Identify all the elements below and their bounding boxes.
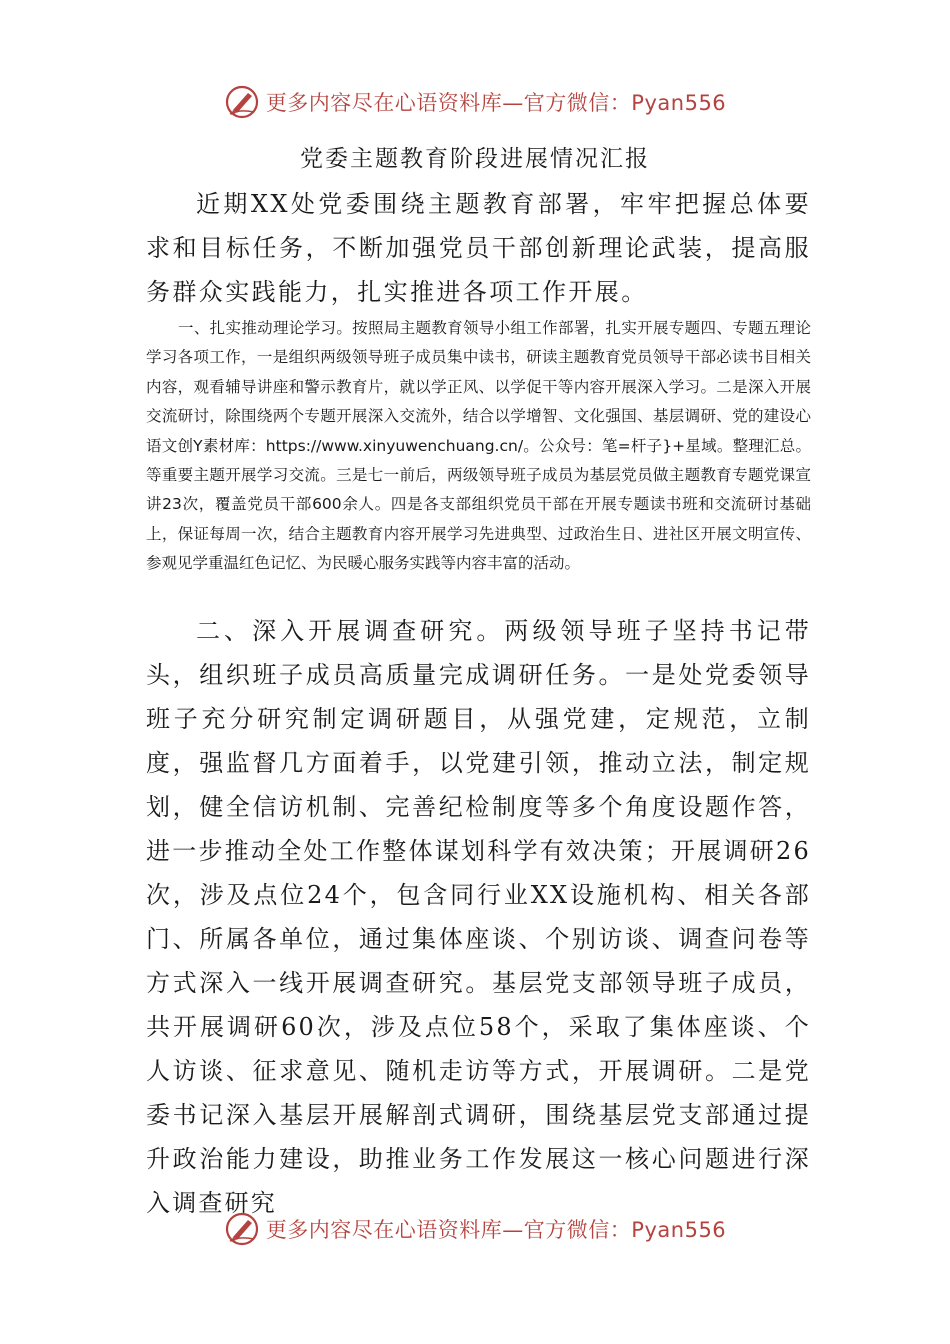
intro-paragraph: 近期XX处党委围绕主题教育部署，牢牢把握总体要求和目标任务，不断加强党员干部创新理论武装，提高服务群众实践能力，扎实推进各项工作开展。 bbox=[146, 190, 811, 306]
pen-logo-icon bbox=[224, 1211, 260, 1247]
watermark-text: 更多内容尽在心语资料库—官方微信：Pyan556 bbox=[265, 1218, 727, 1242]
watermark-text: 更多内容尽在心语资料库—官方微信：Pyan556 bbox=[265, 91, 727, 115]
section-investigation: 二、深入开展调查研究。两级领导班子坚持书记带头，组织班子成员高质量完成调研任务。一是处党委领导班子充分研究制定调研题目，从强党建，定规范，立制度，强监督几方面着手，以党建引领，推动立法，制定规划，健全信访机制、完善纪检制度等多个角度设题作答，进一步推动全处工作整体谋划科学有效决策；开展调研26次，涉及点位24个，包含同行业XX设施机构、相关各部门、所属各单位，通过集体座谈、个别访谈、调查问卷等方式深入一线开展调查研究。基层党支部领导班子成员，共开展调研60次，涉及点位58个，采取了集体座谈、个人访谈、征求意见、随机走访等方式，开展调研。二是党委书记深入基层开展解剖式调研，围绕基层党支部通过提升政治能力建设，助推业务工作发展这一核心问题进行深入调查研究 bbox=[146, 617, 811, 1217]
pen-logo-icon bbox=[224, 84, 260, 120]
watermark-banner-bottom bbox=[0, 1207, 950, 1251]
watermark-banner-top bbox=[0, 80, 950, 124]
document-title: 党委主题教育阶段进展情况汇报 bbox=[300, 146, 650, 172]
section-theory-study: 一、扎实推动理论学习。按照局主题教育领导小组工作部署，扎实开展专题四、专题五理论学习各项工作，一是组织两级领导班子成员集中读书，研读主题教育党员领导干部必读书目相关内容，观看辅导讲座和警示教育片，就以学正风、以学促干等内容开展深入学习。二是深入开展交流研讨，除围绕两个专题开展深入交流外，结合以学增智、文化强国、基层调研、党的建设心语文创Y素材库：https://www.xinyuwenchuang.cn/。公众号：笔=杆子}+星域。整理汇总。等重要主题开展学习交流。三是七一前后，两级领导班子成员为基层党员做主题教育专题党课宣讲23次，覆盖党员干部600余人。四是各支部组织党员干部在开展专题读书班和交流研讨基础上，保证每周一次，结合主题教育内容开展学习先进典型、过政治生日、进社区开展文明宣传、参观见学重温红色记忆、为民暖心服务实践等内容丰富的活动。 bbox=[146, 319, 811, 573]
